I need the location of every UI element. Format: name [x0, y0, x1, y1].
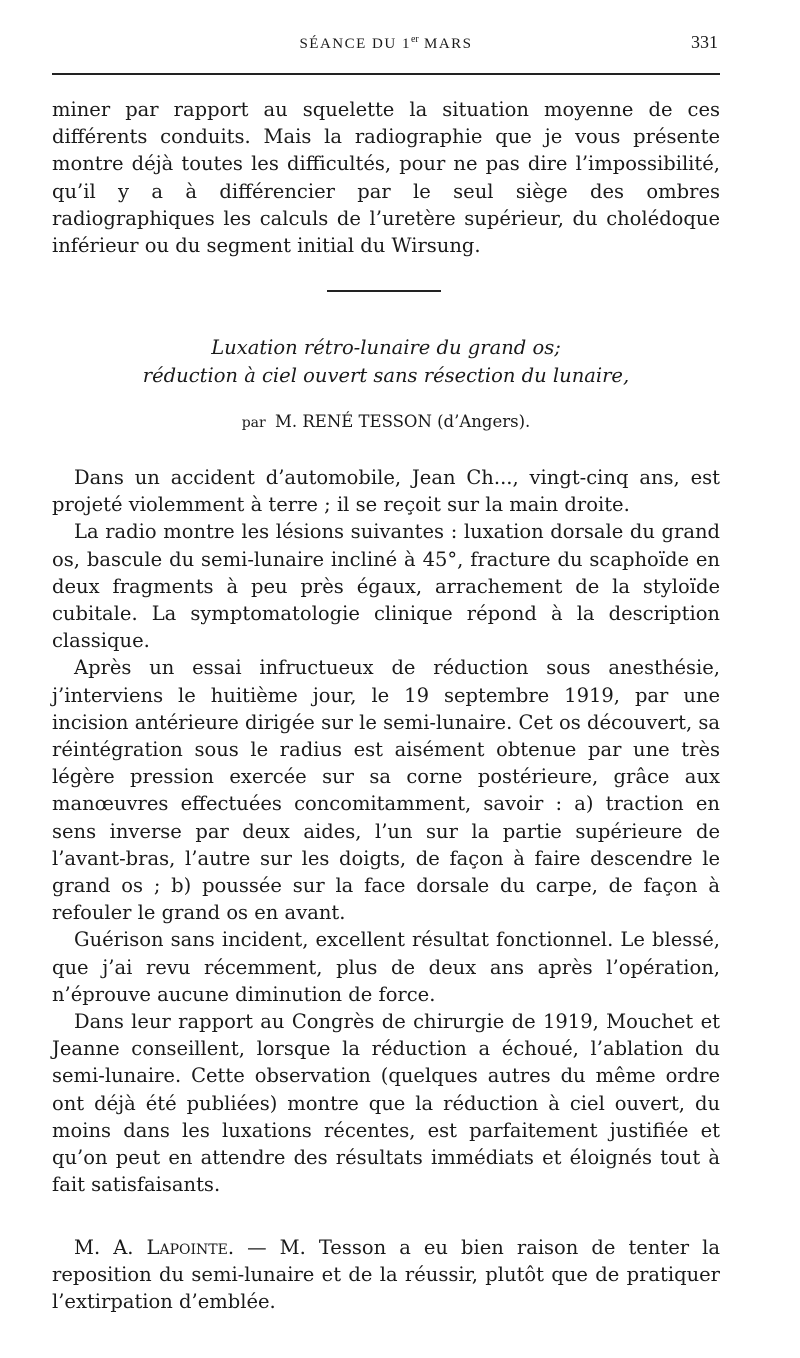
intro-paragraph-block [52, 96, 720, 259]
discussion-paragraph [52, 1234, 720, 1316]
article-body [52, 464, 720, 1198]
body-paragraph-1: Dans un accident d’automobile, Jean Ch..., vingt-cinq ans, est projeté violemment à terre ; il se reçoit sur la main droite. [52, 466, 720, 517]
body-paragraph-4: Guérison sans incident, excellent résultat fonctionnel. Le blessé, que j’ai revu récemment, plus de deux ans après l’opération, n’éprouve aucune diminution de force. [52, 928, 720, 1006]
discussion-block [52, 1234, 720, 1316]
section-separator [327, 290, 441, 292]
page-number: 331 [691, 32, 718, 52]
article-author [52, 412, 720, 431]
running-title: SÉANCE DU 1er MARS [299, 34, 473, 52]
author-prefix: par [241, 415, 266, 431]
author-name: M. RENÉ TESSON (d’Angers). [274, 412, 531, 431]
discussion-speaker: M. A. Lapointe. [74, 1236, 235, 1259]
article-title-line-1: Luxation rétro-lunaire du grand os; [211, 336, 561, 359]
body-paragraph-5: Dans leur rapport au Congrès de chirurgie de 1919, Mouchet et Jeanne conseillent, lorsque la réduction a échoué, l’ablation du semi-lunaire. Cette observation (quelques autres du même ordre ont déjà été publiées) montre que la réduction à ciel ouvert, du moins dans les luxations récentes, est parfaitement justifiée et qu’on peut en attendre des résultats immédiats et éloignés tout à fait satisfaisants. [52, 1010, 720, 1197]
discussion-text: — M. Tesson a eu bien raison de tenter la reposition du semi-lunaire et de la réussir, plutôt que de pratiquer l’extirpation d’emblée. [52, 1236, 721, 1314]
article-title [52, 334, 720, 390]
running-header [52, 34, 720, 58]
body-paragraph-3: Après un essai infructueux de réduction sous anesthésie, j’interviens le huitième jour, le 19 septembre 1919, par une incision antérieure dirigée sur le semi-lunaire. Cet os découvert, sa réintégration sous le radius est aisément obtenue par une très légère pression exercée sur sa corne postérieure, grâce aux manœuvres effectuées concomitamment, savoir : a) traction en sens inverse par deux aides, l’un sur la partie supérieure de l’avant-bras, l’autre sur les doigts, de façon à faire descendre le grand os ; b) poussée sur la face dorsale du carpe, de façon à refouler le grand os en avant. [52, 656, 720, 925]
body-paragraph-2: La radio montre les lésions suivantes : luxation dorsale du grand os, bascule du semi-lunaire incliné à 45°, fracture du scaphoïde en deux fragments à peu près égaux, arrachement de la styloïde cubitale. La symptomatologie clinique répond à la description classique. [52, 520, 720, 653]
header-rule [52, 73, 720, 75]
article-title-line-2: réduction à ciel ouvert sans résection du lunaire, [142, 364, 630, 387]
intro-paragraph: miner par rapport au squelette la situation moyenne de ces différents conduits. Mais la radiographie que je vous présente montre déjà toutes les difficultés, pour ne pas dire l’impossibilité, qu’il y a à différencier par le seul siège des ombres radiographiques les calculs de l’uretère supérieur, du cholédoque inférieur ou du segment initial du Wirsung. [52, 98, 720, 258]
